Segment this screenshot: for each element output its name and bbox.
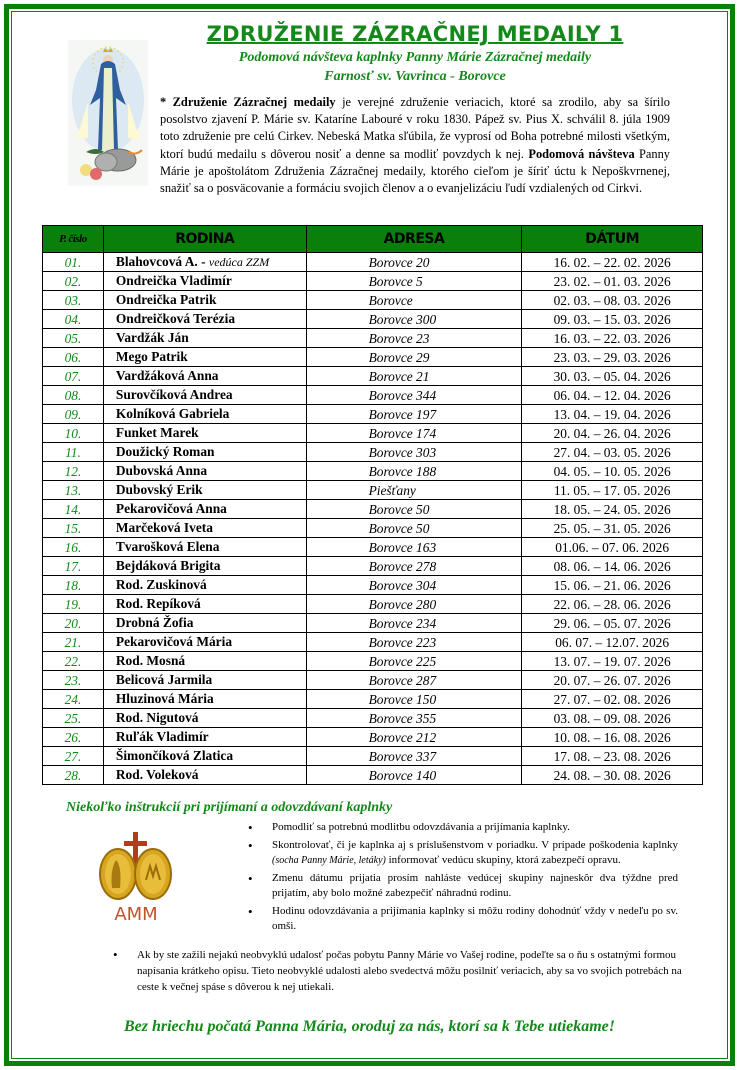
table-row [43, 329, 703, 348]
row-address: Borovce 20 [306, 253, 522, 272]
row-family [103, 481, 306, 500]
row-family [103, 443, 306, 462]
table-row [43, 576, 703, 595]
intro-text-2: Panny Márie je apoštolátom Združenia Zázračnej medaily, ktorého cieľom je šíriť úctu k Nepoškvrnenej, snažiť sa o posväcovanie a formáciu svojich členov a o evanjelizáciu ľudí vzdialených od Cirkvi. [160, 146, 670, 196]
row-number: 09. [43, 405, 104, 424]
header-family: RODINA [103, 226, 306, 253]
row-number: 10. [43, 424, 104, 443]
table-header-row [43, 226, 703, 253]
table-row [43, 709, 703, 728]
row-date: 13. 07. – 19. 07. 2026 [522, 652, 703, 671]
family-name: Drobná Žofia [115, 615, 194, 630]
row-address: Borovce 150 [306, 690, 522, 709]
row-family [103, 519, 306, 538]
closing-prayer: Bez hriechu počatá Panna Mária, oroduj za nás, ktorí sa k Tebe utiekame! [123, 1018, 616, 1035]
row-date: 10. 08. – 16. 08. 2026 [522, 728, 703, 747]
row-family [103, 424, 306, 443]
row-number: 11. [43, 443, 104, 462]
row-family [103, 690, 306, 709]
table-row [43, 519, 703, 538]
row-date: 25. 05. – 31. 05. 2026 [522, 519, 703, 538]
instructions-title: Niekoľko inštrukcií pri prijímaní a odovzdávaní kaplnky [66, 800, 393, 815]
row-date: 01.06. – 07. 06. 2026 [522, 538, 703, 557]
row-family [103, 291, 306, 310]
family-name: Ondreičková Terézia [115, 311, 236, 326]
row-number: 25. [43, 709, 104, 728]
table-row [43, 747, 703, 766]
row-number: 27. [43, 747, 104, 766]
row-number: 17. [43, 557, 104, 576]
family-name: Šimončíková Zlatica [115, 748, 234, 763]
row-date: 06. 04. – 12. 04. 2026 [522, 386, 703, 405]
row-address: Borovce 337 [306, 747, 522, 766]
row-number: 15. [43, 519, 104, 538]
instruction-item [248, 904, 678, 934]
table-row [43, 291, 703, 310]
row-number: 18. [43, 576, 104, 595]
family-name: Pekarovičová Anna [115, 501, 227, 516]
row-number: 14. [43, 500, 104, 519]
page-subtitle: Podomová návšteva kaplnky Panny Márie Zázračnej medaily [238, 50, 592, 65]
row-family [103, 652, 306, 671]
row-family [103, 671, 306, 690]
miraculous-medal-logo [96, 832, 176, 924]
table-row [43, 443, 703, 462]
family-name: Ondreička Vladimír [115, 273, 232, 288]
virgin-mary-image [68, 40, 148, 186]
family-name: Dubovský Erik [115, 482, 203, 497]
table-row [43, 424, 703, 443]
table-row [43, 690, 703, 709]
table-row [43, 310, 703, 329]
family-name: Belicová Jarmila [115, 672, 213, 687]
family-name: Mego Patrik [115, 349, 188, 364]
intro-bold-2: Podomová návšteva [528, 146, 635, 161]
table-row [43, 481, 703, 500]
instruction-text: Zmenu dátumu prijatia prosím nahláste vedúcej skupiny najneskôr dva týždne pred prijatím, aby bolo možné zabezpečiť náhradnú rodinu. [272, 872, 678, 899]
family-name: Blahovcová A. - [115, 254, 209, 269]
page-title: ZDRUŽENIE ZÁZRAČNEJ MEDAILY 1 [206, 22, 624, 46]
family-name: Rod. Repíková [115, 596, 201, 611]
row-family [103, 538, 306, 557]
row-family [103, 367, 306, 386]
table-row [43, 462, 703, 481]
family-name: Bejdáková Brigita [115, 558, 221, 573]
row-address: Piešťany [306, 481, 522, 500]
row-address: Borovce 303 [306, 443, 522, 462]
row-number: 01. [43, 253, 104, 272]
row-address: Borovce 225 [306, 652, 522, 671]
row-address: Borovce 5 [306, 272, 522, 291]
row-address: Borovce 304 [306, 576, 522, 595]
family-name: Rod. Nigutová [115, 710, 199, 725]
header-number: P. číslo [43, 226, 104, 253]
extra-note-list [113, 947, 683, 995]
intro-bold-1: * Združenie Zázračnej medaily [160, 95, 336, 109]
row-date: 16. 02. – 22. 02. 2026 [522, 253, 703, 272]
row-family [103, 576, 306, 595]
family-name: Ruľák Vladimír [115, 729, 209, 744]
row-address: Borovce 163 [306, 538, 522, 557]
row-family [103, 595, 306, 614]
row-number: 07. [43, 367, 104, 386]
row-date: 15. 06. – 21. 06. 2026 [522, 576, 703, 595]
row-address: Borovce 280 [306, 595, 522, 614]
table-row [43, 633, 703, 652]
family-name: Dubovská Anna [115, 463, 208, 478]
row-number: 02. [43, 272, 104, 291]
row-address: Borovce 287 [306, 671, 522, 690]
table-row [43, 557, 703, 576]
family-name: Pekarovičová Mária [115, 634, 233, 649]
row-number: 21. [43, 633, 104, 652]
row-family [103, 747, 306, 766]
row-date: 13. 04. – 19. 04. 2026 [522, 405, 703, 424]
row-date: 22. 06. – 28. 06. 2026 [522, 595, 703, 614]
schedule-table [42, 225, 703, 785]
intro-paragraph [160, 94, 670, 197]
intro-text-1: je verejné združenie veriacich, ktoré sa zrodilo, aby sa šírilo posolstvo zjavení P. Márie sv. Kataríne Labouré v roku 1830. Pápež sv. Pius X. schválil 8. júla 1909 toto združenie pre celú Cirkev. Nebeská Matka sľúbila, že vyprosí od Boha potrebné milosti všetkým, ktorí budú medailu s dôverou nosiť a denne sa modliť povzdych k nej. [160, 95, 671, 161]
row-number: 26. [43, 728, 104, 747]
row-family [103, 329, 306, 348]
family-name: Hluzinová Mária [115, 691, 214, 706]
row-number: 23. [43, 671, 104, 690]
row-date: 27. 07. – 02. 08. 2026 [522, 690, 703, 709]
row-family [103, 348, 306, 367]
row-date: 04. 05. – 10. 05. 2026 [522, 462, 703, 481]
row-number: 05. [43, 329, 104, 348]
family-name: Kolníková Gabriela [115, 406, 230, 421]
table-row [43, 348, 703, 367]
row-address: Borovce 234 [306, 614, 522, 633]
row-address: Borovce 355 [306, 709, 522, 728]
row-address: Borovce 344 [306, 386, 522, 405]
row-family [103, 614, 306, 633]
row-address: Borovce 21 [306, 367, 522, 386]
row-family [103, 766, 306, 785]
family-name: Vardžák Ján [115, 330, 189, 345]
row-family [103, 728, 306, 747]
row-address: Borovce 50 [306, 519, 522, 538]
table-row [43, 405, 703, 424]
row-address: Borovce 223 [306, 633, 522, 652]
row-address: Borovce 278 [306, 557, 522, 576]
header-address: ADRESA [306, 226, 522, 253]
row-address: Borovce [306, 291, 522, 310]
family-name: Marčeková Iveta [115, 520, 213, 535]
row-date: 11. 05. – 17. 05. 2026 [522, 481, 703, 500]
row-date: 27. 04. – 03. 05. 2026 [522, 443, 703, 462]
instruction-item [248, 820, 678, 835]
instruction-text: Skontrolovať, či je kaplnka aj s príslušenstvom v poriadku. V prípade poškodenia kaplnky [272, 839, 678, 851]
row-date: 02. 03. – 08. 03. 2026 [522, 291, 703, 310]
table-row [43, 652, 703, 671]
row-number: 24. [43, 690, 104, 709]
row-date: 20. 07. – 26. 07. 2026 [522, 671, 703, 690]
row-date: 18. 05. – 24. 05. 2026 [522, 500, 703, 519]
table-row [43, 272, 703, 291]
instruction-item [248, 838, 678, 868]
row-address: Borovce 29 [306, 348, 522, 367]
instruction-text: Pomodliť sa potrebnú modlitbu odovzdávania a prijímania kaplnky. [272, 821, 570, 833]
row-number: 20. [43, 614, 104, 633]
row-address: Borovce 212 [306, 728, 522, 747]
table-row [43, 253, 703, 272]
row-address: Borovce 188 [306, 462, 522, 481]
family-name: Tvarošková Elena [115, 539, 220, 554]
table-row [43, 766, 703, 785]
family-note: vedúca ZZM [208, 255, 270, 269]
row-date: 09. 03. – 15. 03. 2026 [522, 310, 703, 329]
row-number: 04. [43, 310, 104, 329]
row-date: 08. 06. – 14. 06. 2026 [522, 557, 703, 576]
row-family [103, 253, 306, 272]
table-row [43, 728, 703, 747]
row-address: Borovce 174 [306, 424, 522, 443]
row-family [103, 405, 306, 424]
family-name: Doužický Roman [115, 444, 215, 459]
row-family [103, 310, 306, 329]
table-row [43, 595, 703, 614]
row-date: 29. 06. – 05. 07. 2026 [522, 614, 703, 633]
instructions-list [248, 820, 678, 937]
family-name: Surovčíková Andrea [115, 387, 233, 402]
row-address: Borovce 23 [306, 329, 522, 348]
svg-text:AMM: AMM [114, 904, 158, 924]
row-date: 30. 03. – 05. 04. 2026 [522, 367, 703, 386]
row-family [103, 633, 306, 652]
family-name: Rod. Voleková [115, 767, 199, 782]
row-family [103, 709, 306, 728]
row-number: 22. [43, 652, 104, 671]
row-address: Borovce 197 [306, 405, 522, 424]
table-row [43, 367, 703, 386]
row-date: 06. 07. – 12.07. 2026 [522, 633, 703, 652]
row-date: 20. 04. – 26. 04. 2026 [522, 424, 703, 443]
family-name: Funket Marek [115, 425, 199, 440]
row-family [103, 557, 306, 576]
row-number: 28. [43, 766, 104, 785]
row-number: 06. [43, 348, 104, 367]
row-family [103, 272, 306, 291]
instruction-text: Hodinu odovzdávania a prijímania kaplnky si môžu rodiny dohodnúť vždy v nedeľu po sv. omši. [272, 905, 678, 932]
instruction-item [248, 871, 678, 901]
row-address: Borovce 50 [306, 500, 522, 519]
parish-name: Farnosť sv. Vavrinca - Borovce [324, 69, 506, 84]
family-name: Rod. Mosná [115, 653, 186, 668]
table-row [43, 500, 703, 519]
family-name: Rod. Zuskinová [115, 577, 207, 592]
row-number: 13. [43, 481, 104, 500]
instruction-text-post: informovať vedúcu skupiny, ktorá zabezpečí opravu. [385, 854, 621, 866]
row-date: 17. 08. – 23. 08. 2026 [522, 747, 703, 766]
family-name: Ondreička Patrik [115, 292, 217, 307]
row-number: 12. [43, 462, 104, 481]
row-address: Borovce 140 [306, 766, 522, 785]
table-row [43, 386, 703, 405]
row-number: 19. [43, 595, 104, 614]
table-row [43, 538, 703, 557]
instruction-emphasis: (socha Panny Márie, letáky) [272, 855, 386, 866]
row-family [103, 386, 306, 405]
family-name: Vardžáková Anna [115, 368, 219, 383]
row-date: 23. 02. – 01. 03. 2026 [522, 272, 703, 291]
extra-note: • Ak by ste zažili nejakú neobvyklú udalosť počas pobytu Panny Márie vo Vašej rodine, podeľte sa o ňu s ostatnými formou napísania krátkeho opisu. Tieto neobvyklé udalosti alebo svedectvá môžu posilniť veriacich, aby sa vo svojich potrebách na ceste k večnej spáse s dôverou k nej utiekali. [113, 947, 683, 995]
row-number: 08. [43, 386, 104, 405]
row-address: Borovce 300 [306, 310, 522, 329]
row-number: 03. [43, 291, 104, 310]
row-family [103, 500, 306, 519]
row-date: 16. 03. – 22. 03. 2026 [522, 329, 703, 348]
row-number: 16. [43, 538, 104, 557]
table-row [43, 671, 703, 690]
row-family [103, 462, 306, 481]
row-date: 03. 08. – 09. 08. 2026 [522, 709, 703, 728]
row-date: 23. 03. – 29. 03. 2026 [522, 348, 703, 367]
row-date: 24. 08. – 30. 08. 2026 [522, 766, 703, 785]
table-row [43, 614, 703, 633]
header-date: DÁTUM [522, 226, 703, 253]
